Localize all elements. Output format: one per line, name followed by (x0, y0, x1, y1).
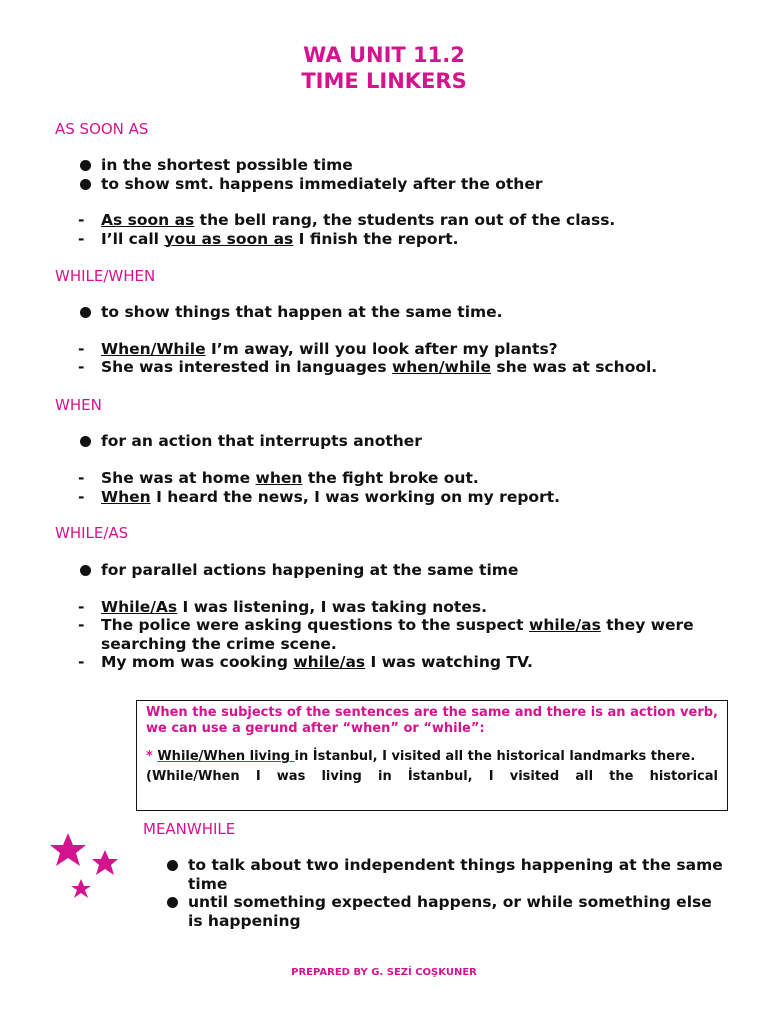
example-sentence: - My mom was cooking while/as I was watching TV. (78, 653, 533, 671)
example-sentence: - As soon as the bell rang, the students ran out of the class. (78, 211, 616, 229)
bullet-item: in the shortest possible time (78, 156, 738, 175)
note-text: When the subjects of the sentences are the same and there is an action verb, we can use a gerund after “when” or “while”: (146, 705, 718, 736)
bullet-item: until something expected happens, or while something else is happening (165, 893, 725, 930)
bullet-dot-icon (80, 436, 91, 447)
note-example: * While/When living in İstanbul, I visited all the historical landmarks there. (146, 749, 696, 764)
bullet-dot-icon (167, 860, 178, 871)
bullet-item: for an action that interrupts another (78, 432, 738, 451)
page-title (0, 42, 768, 94)
example-sentence: - She was interested in languages when/while she was at school. (78, 358, 658, 376)
example-sentence: - I’ll call you as soon as I finish the report. (78, 230, 459, 248)
bullet-item: to show things that happen at the same time. (78, 303, 738, 322)
bullet-item: for parallel actions happening at the same time (78, 561, 738, 580)
bullet-dot-icon (80, 160, 91, 171)
section-heading-as-soon-as: AS SOON AS (55, 120, 149, 138)
bullet-dot-icon (80, 565, 91, 576)
note-example-expanded: (While/When I was living in İstanbul, I visited all the historical (146, 769, 718, 784)
title-line-2: TIME LINKERS (301, 69, 467, 93)
example-sentence: - When/While I’m away, will you look after my plants? (78, 340, 558, 358)
example-sentence: - When I heard the news, I was working on my report. (78, 488, 561, 506)
example-sentence: - She was at home when the fight broke out. (78, 469, 479, 487)
section-heading-while-when: WHILE/WHEN (55, 267, 156, 285)
bullet-item: to show smt. happens immediately after the other (78, 175, 738, 194)
section-heading-meanwhile: MEANWHILE (143, 820, 236, 838)
bullet-dot-icon (80, 307, 91, 318)
bullet-dot-icon (167, 897, 178, 908)
gerund-note-box (136, 700, 728, 811)
example-sentence: - While/As I was listening, I was taking notes. (78, 598, 487, 616)
stars-decoration-icon (44, 830, 124, 910)
section-heading-while-as: WHILE/AS (55, 524, 129, 542)
bullet-dot-icon (80, 179, 91, 190)
example-sentence: - The police were asking questions to the suspect while/as they were searching the crime scene. (78, 616, 694, 653)
section-heading-when: WHEN (55, 396, 102, 414)
bullet-item: to talk about two independent things happening at the same time (165, 856, 725, 893)
footer-credit: PREPARED BY G. SEZİ COŞKUNER (291, 967, 477, 978)
title-line-1: WA UNIT 11.2 (303, 43, 465, 67)
